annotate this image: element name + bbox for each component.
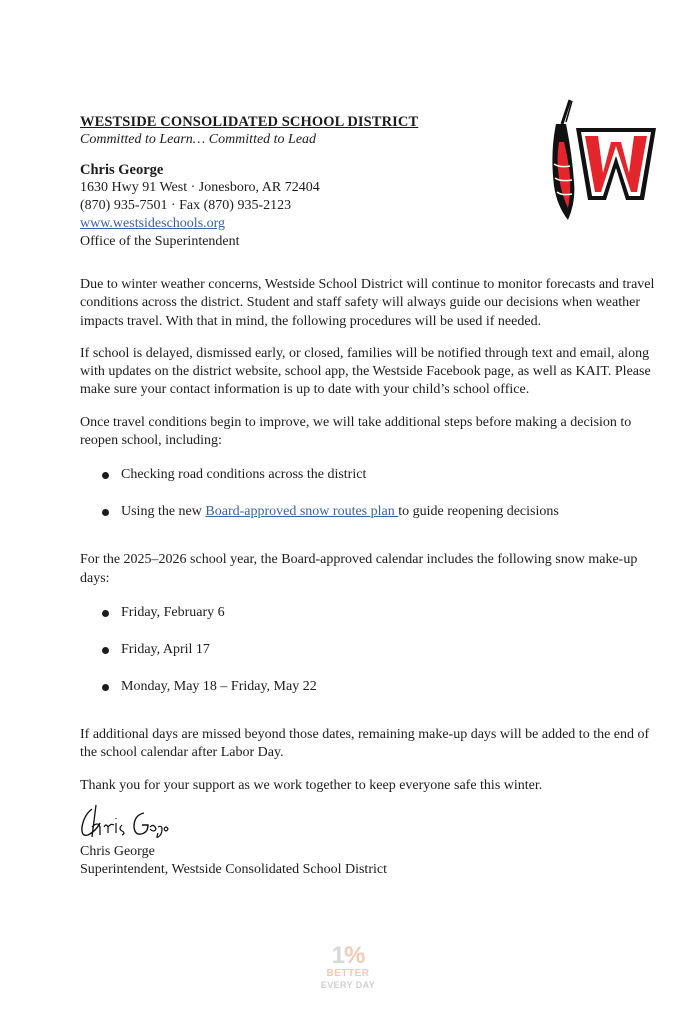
westside-w-logo (548, 98, 660, 224)
list-item (80, 604, 662, 622)
list-item-suffix: to guide reopening decisions (398, 504, 559, 520)
makeup-day: Monday, May 18 – Friday, May 22 (121, 678, 317, 694)
district-name: WESTSIDE CONSOLIDATED SCHOOL DISTRICT (80, 114, 419, 130)
reopen-steps-list (80, 466, 662, 521)
paragraph-calendar: For the 2025–2026 school year, the Board-approved calendar includes the following snow make-up days: (80, 552, 638, 586)
better-every-day-logo (302, 944, 394, 991)
bullet-dot (102, 472, 109, 479)
signature-block (80, 843, 387, 879)
letter-body (80, 276, 662, 809)
list-item (80, 641, 662, 659)
list-item-prefix: Using the new (121, 504, 206, 520)
footer-every-day: EVERY DAY (320, 980, 376, 990)
makeup-days-list (80, 604, 662, 696)
snow-routes-plan-link[interactable]: Board-approved snow routes plan (205, 504, 399, 520)
website-link[interactable]: www.westsideschools.org (80, 216, 226, 231)
contact-block (80, 161, 540, 251)
superintendent-name: Chris George (80, 162, 164, 178)
bullet-dot (102, 610, 109, 617)
bullet-dot (102, 509, 109, 516)
list-item-text: Checking road conditions across the district (121, 467, 367, 483)
address: 1630 Hwy 91 West · Jonesboro, AR 72404 (80, 180, 320, 195)
list-item (80, 503, 662, 521)
bullet-dot (102, 647, 109, 654)
paragraph-weather: Due to winter weather concerns, Westside School District will continue to monitor forecasts and travel conditions across the district. Student and staff safety will always guide our decisions when weather impacts travel. With that in mind, the following procedures will be used if needed. (80, 277, 655, 329)
footer-better: BETTER (326, 968, 370, 979)
list-item (80, 678, 662, 696)
district-tagline: Committed to Learn… Committed to Lead (80, 132, 317, 147)
bullet-dot (102, 684, 109, 691)
makeup-day: Friday, February 6 (121, 604, 225, 620)
office-label: Office of the Superintendent (80, 234, 240, 249)
makeup-day: Friday, April 17 (121, 641, 210, 657)
phone-fax: (870) 935-7501 · Fax (870) 935-2123 (80, 198, 292, 213)
paragraph-thanks: Thank you for your support as we work together to keep everyone safe this winter. (80, 777, 543, 793)
handwritten-signature (78, 797, 178, 841)
paragraph-notifications: If school is delayed, dismissed early, or closed, families will be notified through text and email, along with updates on the district website, school app, the Westside Facebook page, as well as KAIT. Please make sure your contact information is up to date with your child’s school office. (80, 345, 651, 398)
letterhead (80, 113, 540, 251)
paragraph-extra-days: If additional days are missed beyond those dates, remaining make-up days will be added to the end of the school calendar after Labor Day. (80, 726, 650, 761)
signer-name: Chris George (80, 844, 155, 859)
list-item (80, 466, 662, 484)
paragraph-reopen: Once travel conditions begin to improve, we will take additional steps before making a decision to reopen school, including: (80, 414, 632, 449)
signer-title: Superintendent, Westside Consolidated School District (80, 862, 387, 877)
footer-one-percent: 1% (331, 942, 365, 969)
